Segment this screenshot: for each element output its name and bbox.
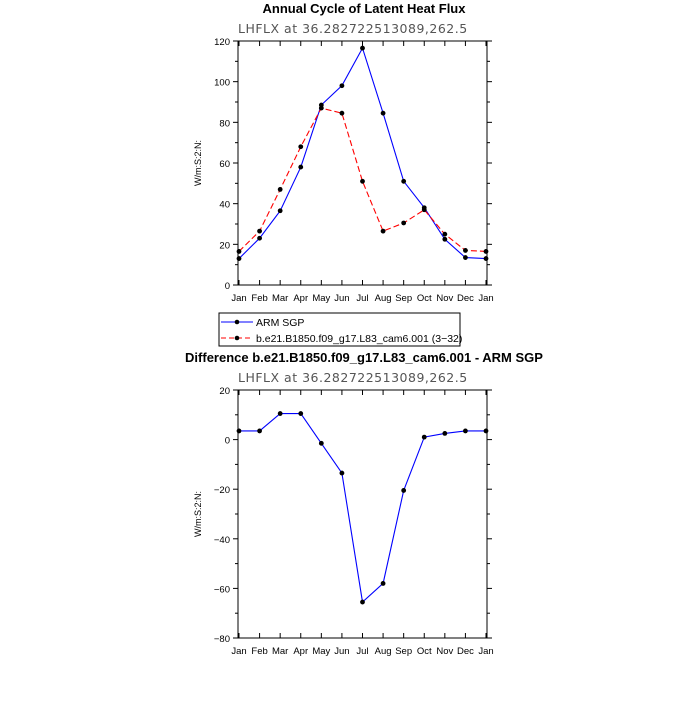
series-annual-cycle — [237, 46, 489, 261]
series-difference — [237, 411, 489, 604]
y-tick-label-annual-cycle: 120 — [214, 37, 230, 48]
plot-frame-annual-cycle — [238, 41, 487, 285]
x-tick-label-difference: Dec — [456, 646, 474, 657]
data-point-annual-cycle-1 — [401, 221, 406, 226]
y-tick-label-annual-cycle: 100 — [214, 77, 230, 89]
data-point-difference-0 — [401, 488, 406, 493]
data-point-annual-cycle-0 — [401, 179, 406, 184]
x-tick-label-difference: Jun — [334, 646, 350, 657]
panel-annual-cycle — [193, 1, 494, 346]
data-point-annual-cycle-1 — [340, 111, 345, 116]
data-point-annual-cycle-0 — [442, 237, 447, 242]
x-tick-label-annual-cycle: Mar — [271, 293, 289, 304]
data-point-annual-cycle-1 — [278, 187, 283, 192]
series-line-annual-cycle-0 — [239, 48, 486, 259]
data-point-difference-0 — [360, 600, 365, 605]
data-point-difference-0 — [257, 429, 262, 434]
y-tick-label-annual-cycle: 20 — [219, 240, 230, 252]
data-point-annual-cycle-1 — [298, 144, 303, 149]
data-point-annual-cycle-1 — [360, 179, 365, 184]
x-tick-label-difference: Oct — [416, 646, 432, 657]
data-point-annual-cycle-1 — [484, 249, 489, 254]
data-point-difference-0 — [237, 429, 242, 434]
x-tick-label-annual-cycle: Jan — [478, 293, 494, 304]
x-tick-label-annual-cycle: Apr — [293, 293, 309, 304]
y-tick-label-difference: −60 — [213, 584, 230, 596]
x-tick-label-annual-cycle: Oct — [416, 293, 432, 304]
x-tick-label-difference: Sep — [395, 646, 413, 657]
y-tick-label-annual-cycle: 40 — [219, 199, 230, 211]
legend-marker-model — [235, 336, 240, 341]
x-tick-label-difference: Aug — [374, 646, 392, 657]
data-point-annual-cycle-0 — [381, 111, 386, 116]
x-tick-label-difference: Nov — [436, 646, 454, 657]
x-tick-label-difference: Jul — [356, 646, 369, 657]
data-point-difference-0 — [319, 441, 324, 446]
data-point-annual-cycle-1 — [381, 229, 386, 234]
legend-annual-cycle — [219, 313, 462, 346]
x-tick-label-annual-cycle: Jan — [231, 293, 247, 304]
legend-label-arm-sgp: ARM SGP — [256, 317, 305, 329]
data-point-annual-cycle-1 — [442, 232, 447, 237]
x-tick-label-annual-cycle: Nov — [436, 293, 454, 304]
chart-title-difference: Difference b.e21.B1850.f09_g17.L83_cam6.001 - ARM SGP — [185, 350, 543, 365]
y-tick-label-difference: 0 — [224, 435, 230, 447]
x-tick-label-difference: Apr — [293, 646, 309, 657]
data-point-difference-0 — [278, 411, 283, 416]
x-tick-label-annual-cycle: Feb — [251, 293, 268, 304]
data-point-annual-cycle-1 — [319, 106, 324, 111]
x-tick-label-annual-cycle: May — [312, 293, 331, 304]
x-tick-label-difference: Jan — [231, 646, 247, 657]
chart-title-annual-cycle: Annual Cycle of Latent Heat Flux — [262, 1, 466, 16]
y-tick-label-difference: 20 — [219, 386, 230, 397]
data-point-annual-cycle-0 — [340, 83, 345, 88]
data-point-annual-cycle-1 — [257, 229, 262, 234]
legend-marker-arm-sgp — [235, 320, 240, 325]
x-tick-label-difference: Mar — [271, 646, 289, 657]
y-tick-label-difference: −20 — [213, 485, 230, 497]
data-point-annual-cycle-0 — [257, 236, 262, 241]
data-point-annual-cycle-1 — [463, 248, 468, 253]
data-point-difference-0 — [298, 411, 303, 416]
x-tick-label-annual-cycle: Jun — [334, 293, 350, 304]
y-axis-label-annual-cycle: W/m:S:2:N: — [193, 139, 203, 187]
x-tick-label-difference: Jan — [478, 646, 494, 657]
x-tick-label-annual-cycle: Jul — [356, 293, 369, 304]
chart-subtitle-difference: LHFLX at 36.282722513089,262.5 — [238, 370, 468, 385]
data-point-difference-0 — [442, 431, 447, 436]
data-point-annual-cycle-1 — [237, 249, 242, 254]
y-tick-label-annual-cycle: 0 — [224, 281, 230, 292]
data-point-difference-0 — [381, 581, 386, 586]
data-point-difference-0 — [463, 429, 468, 434]
chart-subtitle-annual-cycle: LHFLX at 36.282722513089,262.5 — [238, 21, 468, 36]
data-point-annual-cycle-0 — [278, 208, 283, 213]
axes-annual-cycle — [214, 37, 494, 304]
data-point-annual-cycle-0 — [484, 256, 489, 261]
data-point-annual-cycle-0 — [298, 165, 303, 170]
y-tick-label-annual-cycle: 80 — [219, 118, 230, 130]
axes-difference — [214, 386, 494, 657]
data-point-annual-cycle-0 — [237, 256, 242, 261]
x-tick-label-annual-cycle: Sep — [395, 293, 413, 304]
x-tick-label-annual-cycle: Dec — [456, 293, 474, 304]
data-point-difference-0 — [340, 471, 345, 476]
y-tick-label-annual-cycle: 60 — [219, 159, 230, 170]
legend-label-model: b.e21.B1850.f09_g17.L83_cam6.001 (3−32) — [256, 333, 463, 345]
data-point-difference-0 — [484, 429, 489, 434]
panel-difference — [185, 350, 543, 657]
data-point-annual-cycle-0 — [463, 255, 468, 260]
y-tick-label-difference: −40 — [213, 534, 230, 546]
x-tick-label-difference: May — [312, 646, 331, 657]
series-line-difference-0 — [239, 414, 486, 602]
y-tick-label-difference: −80 — [213, 634, 230, 645]
x-tick-label-annual-cycle: Aug — [374, 293, 392, 304]
data-point-annual-cycle-0 — [360, 46, 365, 51]
data-point-difference-0 — [422, 435, 427, 440]
data-point-annual-cycle-1 — [422, 207, 427, 212]
y-axis-label-difference: W/m:S:2:N: — [193, 490, 203, 538]
x-tick-label-difference: Feb — [251, 646, 268, 657]
